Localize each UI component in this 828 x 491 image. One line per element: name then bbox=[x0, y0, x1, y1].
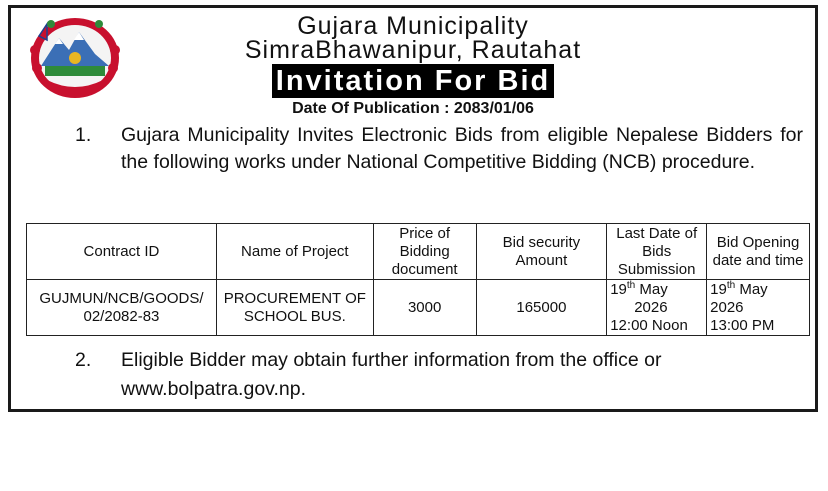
paragraph-1-number: 1. bbox=[75, 124, 92, 146]
org-name: Gujara Municipality bbox=[297, 12, 529, 40]
cell-opening bbox=[707, 280, 810, 336]
org-location: SimraBhawanipur, Rautahat bbox=[244, 36, 582, 64]
table-row bbox=[27, 280, 810, 336]
last-month: May bbox=[639, 280, 668, 298]
table-header-row bbox=[27, 224, 810, 280]
open-year: 2026 bbox=[710, 298, 744, 316]
publication-date: 2083/01/06 bbox=[453, 100, 534, 117]
paragraph-1 bbox=[75, 122, 803, 176]
cell-last-date bbox=[607, 280, 707, 336]
last-time: 12:00 Noon bbox=[610, 316, 688, 334]
publication-date-line bbox=[11, 100, 815, 118]
bid-table bbox=[26, 223, 810, 336]
notice-title: Invitation For Bid bbox=[272, 64, 554, 98]
paragraph-1-text: Gujara Municipality Invites Electronic Bids from eligible Nepalese Bidders for the following works under National Competitive Bidding (NCB) procedure. bbox=[121, 124, 803, 173]
cell-security: 165000 bbox=[476, 280, 607, 336]
publication-label: Date Of Publication : bbox=[292, 100, 450, 117]
paragraph-2 bbox=[75, 346, 803, 404]
open-day: 19 bbox=[710, 280, 727, 298]
open-month: May bbox=[739, 280, 768, 298]
paragraph-2-text: Eligible Bidder may obtain further information from the office or www.bolpatra.gov.np. bbox=[121, 349, 662, 400]
last-year: 2026 bbox=[634, 298, 668, 316]
open-day-suffix: th bbox=[726, 279, 736, 291]
cell-price: 3000 bbox=[373, 280, 476, 336]
header-security: Bid security Amount bbox=[476, 224, 607, 280]
last-day-suffix: th bbox=[626, 279, 636, 291]
bid-notice bbox=[8, 5, 818, 412]
paragraph-2-number: 2. bbox=[75, 349, 92, 371]
header-price: Price of Bidding document bbox=[373, 224, 476, 280]
notice-title-wrap bbox=[11, 64, 815, 98]
header-project: Name of Project bbox=[216, 224, 373, 280]
cell-project: PROCUREMENT OF SCHOOL BUS. bbox=[216, 280, 373, 336]
header-contract-id: Contract ID bbox=[27, 224, 217, 280]
last-day: 19 bbox=[610, 280, 627, 298]
header-opening: Bid Opening date and time bbox=[707, 224, 810, 280]
open-time: 13:00 PM bbox=[710, 316, 775, 334]
header-last-date: Last Date of Bids Submission bbox=[607, 224, 707, 280]
cell-contract-id: GUJMUN/NCB/GOODS/ 02/2082-83 bbox=[27, 280, 217, 336]
